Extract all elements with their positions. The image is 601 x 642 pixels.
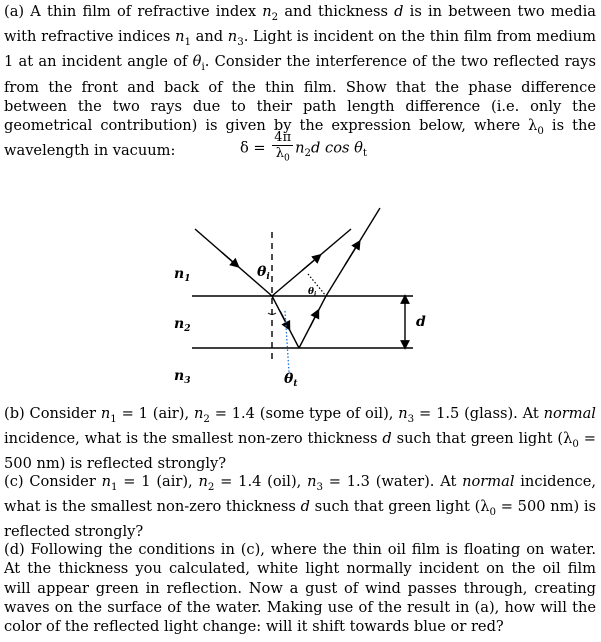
refracted-arrow bbox=[280, 311, 288, 327]
label-theta-t: $\theta_t$ bbox=[284, 371, 298, 389]
label-d: d bbox=[416, 314, 426, 330]
equation-fraction: $\frac{4\pi}{\lambda_0}$ bbox=[274, 130, 292, 164]
label-theta-small: $\theta_i$ bbox=[308, 287, 317, 298]
label-n1: $n_1$ bbox=[174, 266, 191, 284]
label-n2: $n_2$ bbox=[174, 316, 191, 334]
label-theta-i: $\theta_i$ bbox=[257, 264, 270, 282]
part-c-paragraph: (c) Consider $n_1 = 1$ (air), $n_2 = 1.4$ (oil), $n_3 = 1.3$ (water). At normal incidence, what is the smallest non-zero thickness d such that green light ($\lambda_0 = 500$ nm) is reflected strongly? bbox=[4, 473, 597, 541]
part-b-paragraph: (b) Consider $n_1 = 1$ (air), $n_2 = 1.4$ (some type of oil), $n_3 = 1.5$ (glass). At normal incidence, what is the smallest non-zero thickness d such that green light ($\lambda_0 = 500$ nm) is reflected strongly? bbox=[4, 405, 597, 473]
reflected-arrow-1 bbox=[302, 257, 318, 271]
film-normal-dotted-line bbox=[285, 311, 289, 372]
part-a-paragraph: (a) A thin film of refractive index $n_2$ and thickness d is in between two media with refractive indices $n_1$ and $n_3$. Light is incident on the thin film from medium 1 at an incident angle of $\theta_i$. Consider the interference of the two reflected rays from the front and back of the thin film. Show that the phase difference between the two rays due to their path length difference (i.e. only the geometrical contribution) is given by the expression below, where $\lambda_0$ is the wavelength in vacuum: bbox=[4, 3, 596, 160]
reflected-arrow-2 bbox=[345, 244, 358, 265]
part-d-paragraph: (d) Following the conditions in (c), where the thin oil film is floating on water. At the thickness you calculated, white light normally incident on the oil film will appear green in reflection. Now a gust of wind passes through, creating waves on the surface of the water. Making use of the result in (a), how will the color of the reflected light change: will it shift towards blue or red? bbox=[4, 541, 596, 636]
phase-difference-equation: δ = $\frac{4\pi}{\lambda_0}$ $n_2d$ $\cos \theta_t$ bbox=[240, 130, 367, 167]
incident-arrow bbox=[222, 253, 236, 265]
label-n3: $n_3$ bbox=[174, 368, 191, 386]
back-reflected-arrow bbox=[310, 313, 317, 327]
